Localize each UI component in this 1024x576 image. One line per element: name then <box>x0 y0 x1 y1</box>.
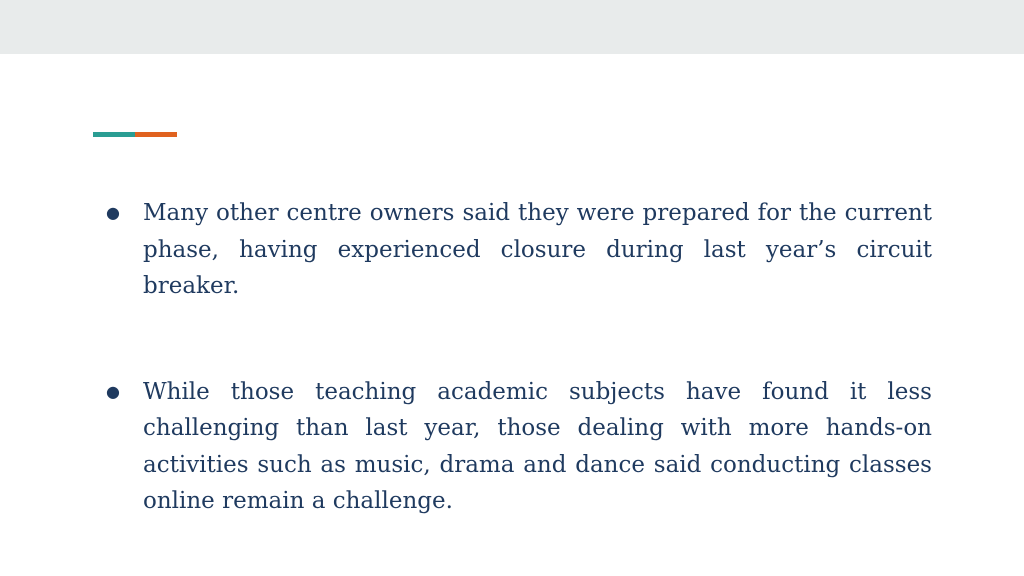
accent-line-orange <box>135 132 177 137</box>
top-band <box>0 0 1024 54</box>
accent-line <box>93 132 177 137</box>
accent-line-teal <box>93 132 135 137</box>
bullet-text: While those teaching academic subjects have found it less challenging than last year, those dealing with more hands-on activities such as music, drama and dance said conducting classes online remain a challenge. <box>143 378 932 514</box>
bullet-list <box>100 195 932 520</box>
bullet-text: Many other centre owners said they were prepared for the current phase, having experienced closure during last year’s circuit breaker. <box>143 200 932 299</box>
bullet-item <box>100 195 932 305</box>
bullet-item <box>100 374 932 520</box>
bullet-dot-icon: ● <box>106 203 120 222</box>
bullet-dot-icon: ● <box>106 381 120 401</box>
